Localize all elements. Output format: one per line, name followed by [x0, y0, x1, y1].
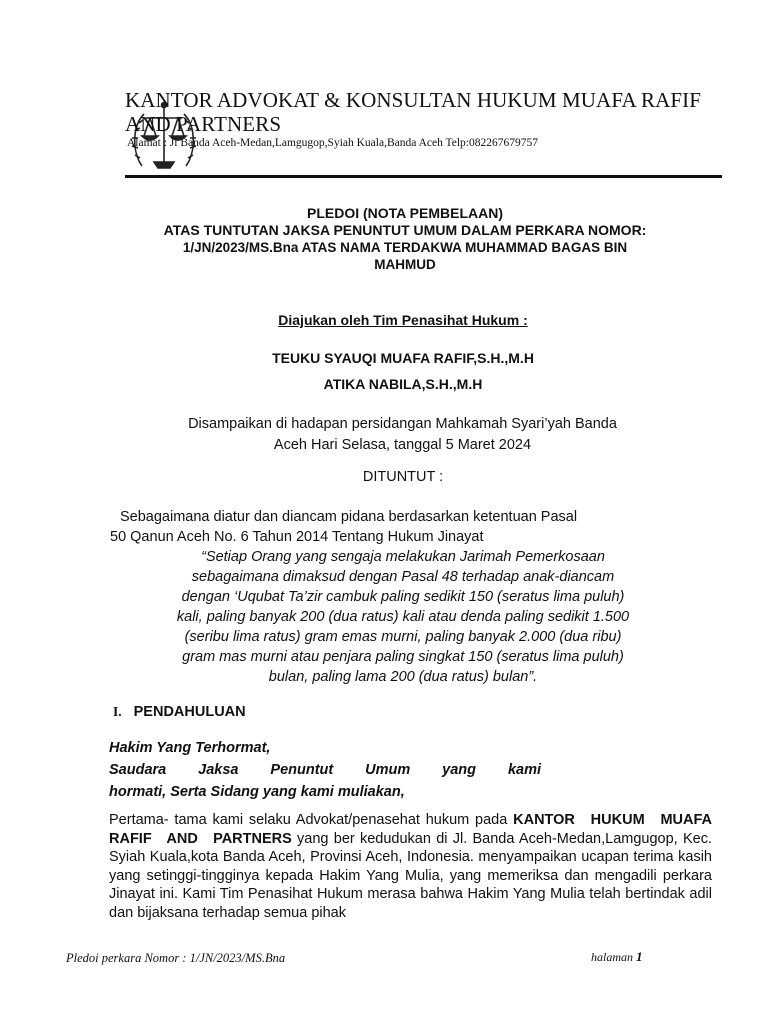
- title-line-4: MAHMUD: [374, 257, 436, 272]
- presentation-line: Disampaikan di hadapan persidangan Mahkamah Syari’yah Banda: [188, 416, 617, 432]
- quote-line: kali, paling banyak 200 (dua ratus) kali atau denda paling sedikit 1.500: [176, 609, 630, 625]
- section-heading: [113, 704, 246, 720]
- lawyer-name: TEUKU SYAUQI MUAFA RAFIF,S.H.,M.H: [272, 350, 534, 366]
- quote-line: dengan ‘Uqubat Ta’zir cambuk paling sedikit 150 (seratus lima puluh): [181, 589, 625, 605]
- submitted-by-heading: Diajukan oleh Tim Penasihat Hukum :: [278, 312, 528, 328]
- quote-line: “Setiap Orang yang sengaja melakukan Jarimah Pemerkosaan: [201, 549, 605, 565]
- quote-line: (seribu lima ratus) gram emas murni, paling banyak 2.000 (dua ribu): [184, 629, 622, 645]
- firm-address: Alamat : Jl Banda Aceh-Medan,Lamgugop,Syiah Kuala,Banda Aceh Telp:082267679757: [127, 137, 538, 149]
- page-number: 1: [636, 949, 643, 964]
- title-line-1: PLEDOI (NOTA PEMBELAAN): [307, 205, 503, 221]
- body-firm-name: KANTOR HUKUM MUAFA RAFIF AND PARTNERS: [109, 812, 712, 847]
- body-paragraph: [109, 811, 712, 922]
- title-line-2: ATAS TUNTUTAN JAKSA PENUNTUT UMUM DALAM PERKARA NOMOR:: [163, 222, 647, 238]
- document-title: [95, 205, 715, 273]
- title-line-3: 1/JN/2023/MS.Bna ATAS NAMA TERDAKWA MUHAMMAD BAGAS BIN: [182, 240, 628, 255]
- quote-line: gram mas murni atau penjara paling singkat 150 (seratus lima puluh): [182, 649, 624, 665]
- legal-basis-line: 50 Qanun Aceh No. 6 Tahun 2014 Tentang Hukum Jinayat: [110, 529, 484, 545]
- page-label: halaman: [591, 950, 633, 964]
- legal-basis-line: Sebagaimana diatur dan diancam pidana berdasarkan ketentuan Pasal: [120, 509, 578, 525]
- legal-quote: [118, 547, 688, 687]
- quote-line: sebagaimana dimaksud dengan Pasal 48 terhadap anak-diancam: [191, 569, 615, 585]
- section-title: PENDAHULUAN: [133, 704, 246, 720]
- footer-page: [591, 949, 643, 965]
- letterhead-divider: [125, 175, 722, 178]
- firm-name: KANTOR ADVOKAT & KONSULTAN HUKUM MUAFA RAFIF AND PARTNERS: [125, 88, 702, 136]
- quote-line: bulan, paling lama 200 (dua ratus) bulan”.: [268, 669, 538, 685]
- salutation: [109, 737, 541, 803]
- lawyer-name: ATIKA NABILA,S.H.,M.H: [323, 376, 483, 392]
- presentation-line: Aceh Hari Selasa, tanggal 5 Maret 2024: [273, 437, 532, 453]
- legal-basis-paragraph: [110, 507, 700, 547]
- presentation-statement: [110, 414, 695, 456]
- section-number: I.: [113, 704, 122, 719]
- body-text: yang ber kedudukan di Jl. Banda Aceh-Medan,Lamgugop, Kec. Syiah Kuala,kota Banda Aceh, Provinsi Aceh, Indonesia. menyampaikan ucapan terima kasih yang setinggi-tingginya kepada Hakim Yang Mulia, yang memeriksa dan mengadili perkara Jinayat ini. Kami Tim Penasihat Hukum merasa bahwa Hakim Yang Mulia telah bertindak adil dan bijaksana terhadap semua pihak: [109, 830, 712, 921]
- footer-case-reference: Pledoi perkara Nomor : 1/JN/2023/MS.Bna: [66, 951, 286, 965]
- salutation-line: hormati, Serta Sidang yang kami muliakan,: [109, 784, 405, 800]
- demanded-heading: DITUNTUT :: [362, 469, 444, 485]
- body-intro: Pertama- tama kami selaku Advokat/penasehat hukum pada: [109, 812, 508, 828]
- salutation-line: Saudara Jaksa Penuntut Umum yang kami: [109, 762, 541, 778]
- salutation-line: Hakim Yang Terhormat,: [109, 740, 271, 756]
